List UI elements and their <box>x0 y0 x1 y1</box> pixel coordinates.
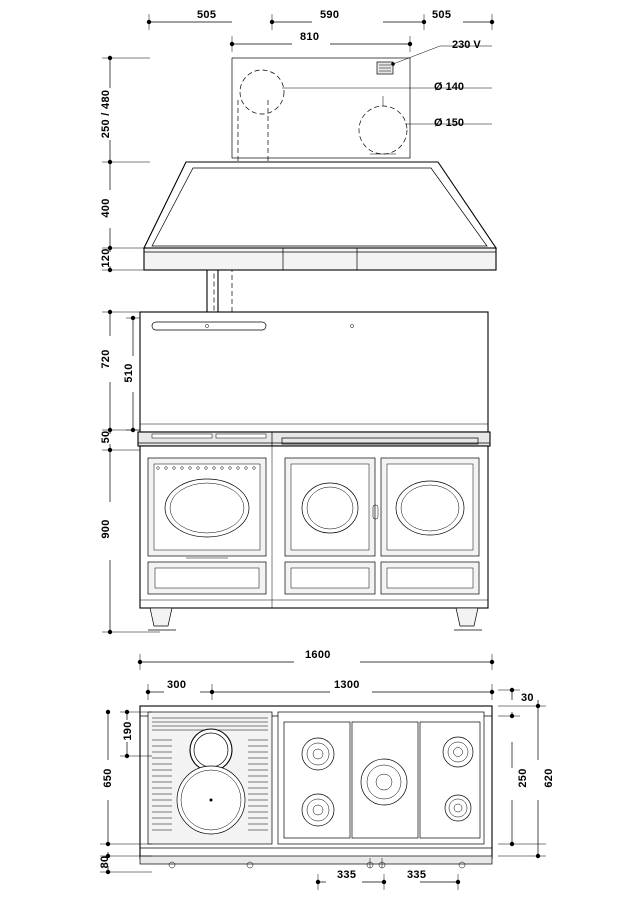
dim-335-right: 335 <box>407 869 427 881</box>
dim-1300: 1300 <box>334 679 360 691</box>
dim-620: 620 <box>543 768 555 788</box>
backsplash <box>140 312 488 432</box>
dim-50: 50 <box>100 430 112 444</box>
dim-120: 120 <box>100 248 112 268</box>
dim-720: 720 <box>100 349 112 369</box>
dim-900: 900 <box>100 519 112 539</box>
dim-1600: 1600 <box>305 649 331 661</box>
dim-300: 300 <box>167 679 187 691</box>
dim-30: 30 <box>521 692 534 704</box>
label-duct-140: Ø 140 <box>434 81 464 93</box>
dim-400: 400 <box>100 198 112 218</box>
dim-250-480: 250 / 480 <box>100 89 112 139</box>
label-230v: 230 V <box>452 39 481 51</box>
label-duct-150: Ø 150 <box>434 117 464 129</box>
dim-80: 80 <box>99 855 111 869</box>
legs <box>148 608 482 630</box>
dim-650: 650 <box>102 768 114 788</box>
hood-shape <box>144 162 496 270</box>
cooker-body <box>140 446 488 608</box>
dim-590-center: 590 <box>320 9 340 21</box>
dim-810-span: 810 <box>300 31 320 43</box>
dim-510: 510 <box>123 363 135 383</box>
dim-505-right: 505 <box>432 9 452 21</box>
plan-view <box>140 706 492 868</box>
dim-335-left: 335 <box>337 869 357 881</box>
dim-190: 190 <box>122 721 134 741</box>
dim-250: 250 <box>517 768 529 788</box>
dim-505-left: 505 <box>197 9 217 21</box>
